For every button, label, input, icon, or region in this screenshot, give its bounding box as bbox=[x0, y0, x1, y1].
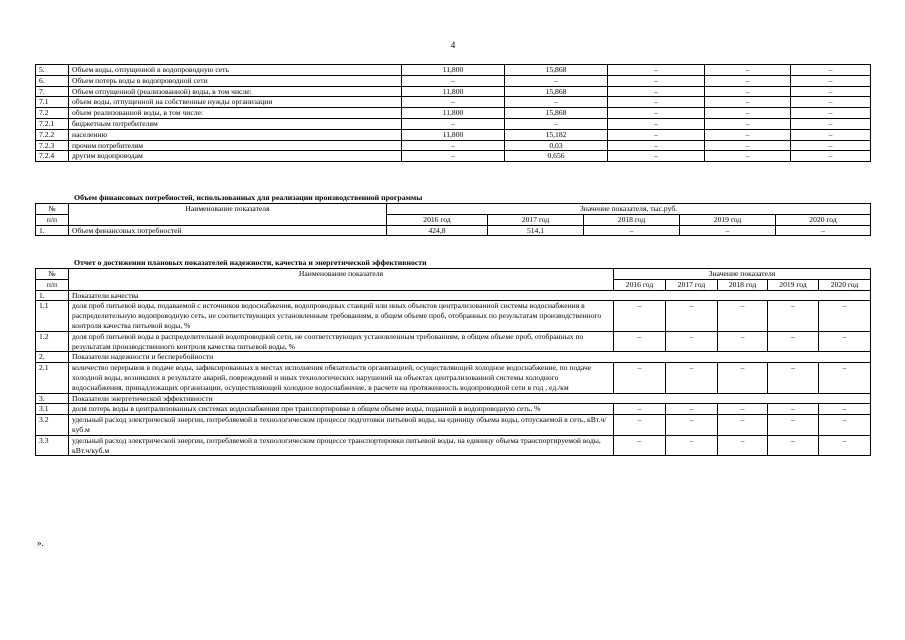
row-value: 15,182 bbox=[505, 129, 608, 140]
row-value: – bbox=[402, 75, 505, 86]
row-value: – bbox=[705, 86, 791, 97]
row-value: – bbox=[608, 108, 705, 119]
row-value: – bbox=[718, 363, 768, 393]
row-name: Объем воды, отпущенной в водопроводную сеть bbox=[69, 65, 402, 76]
row-value: – bbox=[608, 86, 705, 97]
row-value: – bbox=[819, 331, 871, 352]
row-value: – bbox=[768, 435, 819, 456]
table-row bbox=[36, 363, 871, 393]
row-value: – bbox=[705, 151, 791, 162]
header-year: 2018 год bbox=[584, 214, 680, 225]
row-name: доля проб питьевой воды, подаваемой с источников водоснабжения, водопроводных станций или иных объектов централизованной системы водоснабжения в распределительную водопроводную сеть, не соответствующих установленным требованиям, в общем объеме проб, отобранных по результатам производственного контроля качества питьевой воды, % bbox=[69, 301, 614, 331]
row-value: – bbox=[666, 415, 718, 436]
row-value: – bbox=[791, 86, 871, 97]
row-value: – bbox=[718, 404, 768, 415]
table-row bbox=[36, 331, 871, 352]
row-value: – bbox=[666, 435, 718, 456]
header-year: 2020 год bbox=[776, 214, 871, 225]
row-value: – bbox=[608, 65, 705, 76]
row-value: 15,868 bbox=[505, 65, 608, 76]
row-value: – bbox=[791, 75, 871, 86]
row-value: – bbox=[705, 65, 791, 76]
row-value: – bbox=[705, 97, 791, 108]
row-value: – bbox=[608, 140, 705, 151]
row-value: 424,8 bbox=[387, 225, 488, 236]
table-row bbox=[36, 415, 871, 436]
table-row bbox=[36, 435, 871, 456]
section-row bbox=[36, 290, 871, 301]
row-num: 7. bbox=[36, 86, 69, 97]
row-num: 2. bbox=[36, 352, 69, 363]
row-name: удельный расход электрической энергии, потребляемой в технологическом процессе транспортировки питьевой воды, на единицу объема транспортируемой воды, кВт.ч/куб.м bbox=[69, 435, 614, 456]
page-number: 4 bbox=[450, 40, 456, 50]
row-value: – bbox=[584, 225, 680, 236]
row-value: – bbox=[768, 415, 819, 436]
row-name: Объем финансовых потребностей bbox=[69, 225, 387, 236]
row-num: 1. bbox=[36, 225, 69, 236]
indicators-report-table bbox=[35, 268, 871, 456]
indicators-report-title: Отчет о достижении плановых показателей надежности, качества и энергетической эффективности bbox=[74, 258, 427, 267]
row-value: – bbox=[791, 129, 871, 140]
row-name: Объем потерь воды в водопроводной сети bbox=[69, 75, 402, 86]
section-name: Показатели энергетической эффективности bbox=[69, 393, 871, 404]
section-row bbox=[36, 352, 871, 363]
row-value: – bbox=[791, 97, 871, 108]
row-num: 7.2 bbox=[36, 108, 69, 119]
row-value: – bbox=[768, 331, 819, 352]
row-value: – bbox=[666, 331, 718, 352]
header-year: 2019 год bbox=[768, 279, 819, 290]
row-value: – bbox=[614, 363, 666, 393]
row-name: прочим потребителям bbox=[69, 140, 402, 151]
table-row bbox=[36, 86, 871, 97]
row-name: бюджетным потребителям bbox=[69, 118, 402, 129]
row-value: – bbox=[705, 140, 791, 151]
row-value: – bbox=[819, 415, 871, 436]
row-name: объем воды, отпущенной на собственные нужды организации bbox=[69, 97, 402, 108]
table-row bbox=[36, 301, 871, 331]
table-header-row bbox=[36, 269, 871, 280]
row-value: – bbox=[614, 331, 666, 352]
row-value: – bbox=[791, 108, 871, 119]
row-num: 2.1 bbox=[36, 363, 69, 393]
header-num: № bbox=[36, 204, 69, 215]
row-value: – bbox=[608, 97, 705, 108]
table-row bbox=[36, 75, 871, 86]
table-row bbox=[36, 151, 871, 162]
header-values: Значение показателя, тыс.руб. bbox=[387, 204, 871, 215]
row-num: 1.1 bbox=[36, 301, 69, 331]
row-name: количество перерывов в подаче воды, зафиксированных в местах исполнения обязательств организацией, осуществляющей холодное водоснабжение, по подаче холодной воды, возникших в результате аварий, повреждений и иных технологических нарушений на объектах централизованной системы холодного водоснабжения, принадлежащих организации, осуществляющей холодное водоснабжение, в расчете на протяженность водопроводной сети в год , ед./км bbox=[69, 363, 614, 393]
header-year: 2017 год bbox=[666, 279, 718, 290]
table-row bbox=[36, 97, 871, 108]
row-value: – bbox=[791, 65, 871, 76]
row-value: – bbox=[608, 75, 705, 86]
row-num: 3. bbox=[36, 393, 69, 404]
row-name: объем реализованной воды, в том числе: bbox=[69, 108, 402, 119]
table-row bbox=[36, 118, 871, 129]
table-row bbox=[36, 140, 871, 151]
row-value: – bbox=[768, 404, 819, 415]
row-value: – bbox=[402, 151, 505, 162]
row-value: – bbox=[705, 108, 791, 119]
header-pp: п/п bbox=[36, 214, 69, 225]
row-value: 11,800 bbox=[402, 86, 505, 97]
row-value: – bbox=[705, 129, 791, 140]
row-value: – bbox=[819, 301, 871, 331]
row-name: доля проб питьевой воды в распределительной водопроводной сети, не соответствующих установленным требованиям, в общем объеме проб, отобранных по результатам производственного контроля качества питьевой воды, % bbox=[69, 331, 614, 352]
row-name: удельный расход электрической энергии, потребляемой в технологическом процессе подготовки питьевой воды, на единицу объема воды, отпускаемой в сеть, кВт.ч/куб.м bbox=[69, 415, 614, 436]
row-value: – bbox=[505, 118, 608, 129]
row-num: 5. bbox=[36, 65, 69, 76]
row-name: населению bbox=[69, 129, 402, 140]
header-year: 2020 год bbox=[819, 279, 871, 290]
row-value: – bbox=[791, 140, 871, 151]
section-row bbox=[36, 393, 871, 404]
row-num: 7.2.3 bbox=[36, 140, 69, 151]
row-value: – bbox=[608, 129, 705, 140]
row-value: – bbox=[614, 301, 666, 331]
row-value: – bbox=[718, 435, 768, 456]
row-value: – bbox=[402, 118, 505, 129]
row-value: – bbox=[718, 301, 768, 331]
row-value: 11,800 bbox=[402, 65, 505, 76]
row-value: – bbox=[666, 363, 718, 393]
header-name: Наименование показателя bbox=[69, 204, 387, 226]
row-value: – bbox=[768, 301, 819, 331]
closing-quote-mark: ». bbox=[37, 538, 44, 548]
row-value: – bbox=[505, 75, 608, 86]
row-value: – bbox=[819, 404, 871, 415]
header-year: 2019 год bbox=[680, 214, 776, 225]
row-value: – bbox=[614, 404, 666, 415]
row-num: 3.1 bbox=[36, 404, 69, 415]
row-value: – bbox=[402, 97, 505, 108]
financial-needs-title: Объем финансовых потребностей, использованных для реализации производственной программы bbox=[74, 193, 423, 202]
header-year: 2017 год bbox=[488, 214, 584, 225]
header-name: Наименование показателя bbox=[69, 269, 614, 291]
water-volume-table bbox=[35, 64, 871, 162]
row-value: – bbox=[791, 118, 871, 129]
section-name: Показатели качества bbox=[69, 290, 871, 301]
row-value: – bbox=[680, 225, 776, 236]
row-value: – bbox=[614, 435, 666, 456]
header-year: 2018 год bbox=[718, 279, 768, 290]
header-year: 2016 год bbox=[387, 214, 488, 225]
row-value: – bbox=[614, 415, 666, 436]
row-value: – bbox=[705, 118, 791, 129]
row-value: – bbox=[819, 363, 871, 393]
row-value: – bbox=[666, 301, 718, 331]
row-value: – bbox=[505, 97, 608, 108]
row-num: 1.2 bbox=[36, 331, 69, 352]
row-value: – bbox=[718, 415, 768, 436]
row-value: – bbox=[608, 151, 705, 162]
row-value: 15,868 bbox=[505, 108, 608, 119]
row-num: 7.2.2 bbox=[36, 129, 69, 140]
row-value: 15,868 bbox=[505, 86, 608, 97]
financial-needs-table bbox=[35, 203, 871, 236]
header-year: 2016 год bbox=[614, 279, 666, 290]
row-value: – bbox=[666, 404, 718, 415]
row-num: 6. bbox=[36, 75, 69, 86]
row-value: 11,800 bbox=[402, 108, 505, 119]
row-name: другим водопроводам bbox=[69, 151, 402, 162]
header-num: № bbox=[36, 269, 69, 280]
row-num: 7.2.1 bbox=[36, 118, 69, 129]
row-value: – bbox=[791, 151, 871, 162]
row-value: – bbox=[705, 75, 791, 86]
row-name: доля потерь воды в централизованных системах водоснабжения при транспортировке в общем объеме воды, поданной в водопроводную сеть, % bbox=[69, 404, 614, 415]
table-row bbox=[36, 225, 871, 236]
row-value: – bbox=[402, 140, 505, 151]
row-num: 3.2 bbox=[36, 415, 69, 436]
row-value: 514,1 bbox=[488, 225, 584, 236]
table-row bbox=[36, 129, 871, 140]
row-value: – bbox=[776, 225, 871, 236]
row-name: Объем отпущенной (реализованной) воды, в том числе: bbox=[69, 86, 402, 97]
row-value: – bbox=[819, 435, 871, 456]
table-row bbox=[36, 404, 871, 415]
row-num: 1. bbox=[36, 290, 69, 301]
row-num: 3.3 bbox=[36, 435, 69, 456]
section-name: Показатели надежности и бесперебойности bbox=[69, 352, 871, 363]
row-value: 0,656 bbox=[505, 151, 608, 162]
table-row bbox=[36, 65, 871, 76]
header-values: Значение показателя bbox=[614, 269, 871, 280]
row-value: – bbox=[768, 363, 819, 393]
header-pp: п/п bbox=[36, 279, 69, 290]
table-row bbox=[36, 108, 871, 119]
row-value: 0,03 bbox=[505, 140, 608, 151]
table-header-row bbox=[36, 204, 871, 215]
row-value: – bbox=[718, 331, 768, 352]
row-value: 11,800 bbox=[402, 129, 505, 140]
row-num: 7.1 bbox=[36, 97, 69, 108]
row-num: 7.2.4 bbox=[36, 151, 69, 162]
row-value: – bbox=[608, 118, 705, 129]
